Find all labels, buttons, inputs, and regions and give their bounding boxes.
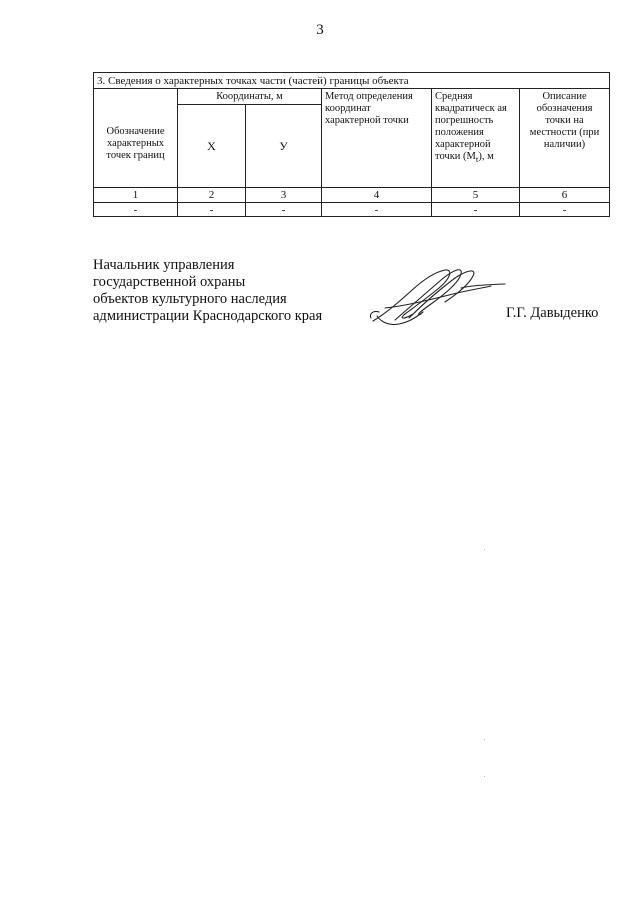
column-number: 5 [432,188,520,203]
header-accuracy-unit: ), м [478,151,494,162]
table-row [94,203,610,217]
page-number: 3 [316,22,324,38]
column-number-row [94,188,610,203]
header-description: Описание обозначения точки на местности (при наличии) [520,89,610,188]
column-number: 6 [520,188,610,203]
header-point-designation: Обозначение характерных точек границ [94,89,178,188]
handwritten-signature [365,258,515,338]
table-cell: - [94,203,178,217]
boundary-points-table [93,72,610,217]
signer-name: Г.Г. Давыденко [506,305,599,321]
column-number: 1 [94,188,178,203]
column-number: 4 [322,188,432,203]
column-number: 3 [246,188,322,203]
table-cell: - [246,203,322,217]
header-coordinates: Координаты, м [178,89,322,105]
header-y: У [246,105,322,188]
scan-speck [484,739,485,740]
table-cell: - [178,203,246,217]
header-accuracy-text: Средняя квадратическ ая погрешность положения характерной точки (М [435,91,507,162]
table-cell: - [322,203,432,217]
scan-speck [484,549,485,550]
table-caption: 3. Сведения о характерных точках части (частей) границы объекта [94,73,610,89]
header-accuracy [432,89,520,188]
column-number: 2 [178,188,246,203]
scan-speck [484,776,485,777]
header-accuracy-subscript: t [475,154,479,165]
header-x: Х [178,105,246,188]
table-cell: - [432,203,520,217]
table-cell: - [520,203,610,217]
signer-position: Начальник управления государственной охраны объектов культурного наследия администрации Краснодарского края [93,257,323,324]
header-method: Метод определения координат характерной точки [322,89,432,188]
